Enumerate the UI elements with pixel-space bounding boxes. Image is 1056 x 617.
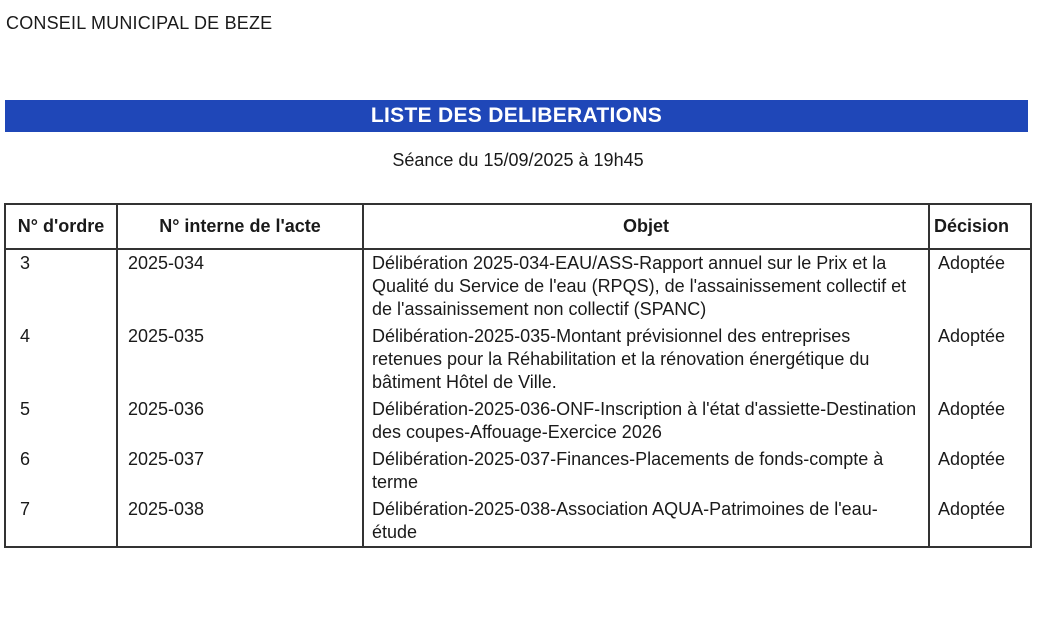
cell-object: Délibération-2025-036-ONF-Inscription à l'état d'assiette-Destination des coupes-Affouage-Exercice 2026 [363, 396, 929, 446]
cell-decision: Adoptée [929, 446, 1031, 496]
table-header-row [5, 204, 1031, 249]
cell-order-number: 5 [5, 396, 117, 446]
cell-order-number: 7 [5, 496, 117, 547]
cell-order-number: 4 [5, 323, 117, 396]
cell-internal-number: 2025-037 [117, 446, 363, 496]
cell-order-number: 6 [5, 446, 117, 496]
cell-internal-number: 2025-038 [117, 496, 363, 547]
table-row [5, 249, 1031, 323]
cell-decision: Adoptée [929, 249, 1031, 323]
cell-decision: Adoptée [929, 396, 1031, 446]
table-row [5, 323, 1031, 396]
column-header-object: Objet [363, 204, 929, 249]
organisation-name: CONSEIL MUNICIPAL DE BEZE [6, 13, 273, 33]
column-header-decision: Décision [929, 204, 1031, 249]
cell-internal-number: 2025-036 [117, 396, 363, 446]
cell-decision: Adoptée [929, 323, 1031, 396]
cell-object: Délibération-2025-038-Association AQUA-Patrimoines de l'eau-étude [363, 496, 929, 547]
cell-object: Délibération 2025-034-EAU/ASS-Rapport annuel sur le Prix et la Qualité du Service de l'eau (RPQS), de l'assainissement collectif et de l'assainissement non collectif (SPANC) [363, 249, 929, 323]
column-header-internal-number: N° interne de l'acte [117, 204, 363, 249]
column-header-order-number: N° d'ordre [5, 204, 117, 249]
cell-object: Délibération-2025-035-Montant prévisionnel des entreprises retenues pour la Réhabilitation et la rénovation énergétique du bâtiment Hôtel de Ville. [363, 323, 929, 396]
cell-order-number: 3 [5, 249, 117, 323]
table-row [5, 396, 1031, 446]
cell-decision: Adoptée [929, 496, 1031, 547]
cell-object: Délibération-2025-037-Finances-Placements de fonds-compte à terme [363, 446, 929, 496]
session-date: Séance du 15/09/2025 à 19h45 [392, 150, 644, 170]
cell-internal-number: 2025-034 [117, 249, 363, 323]
deliberations-table [4, 203, 1032, 548]
list-title-banner: LISTE DES DELIBERATIONS [5, 100, 1028, 132]
table-row [5, 496, 1031, 547]
table-row [5, 446, 1031, 496]
cell-internal-number: 2025-035 [117, 323, 363, 396]
